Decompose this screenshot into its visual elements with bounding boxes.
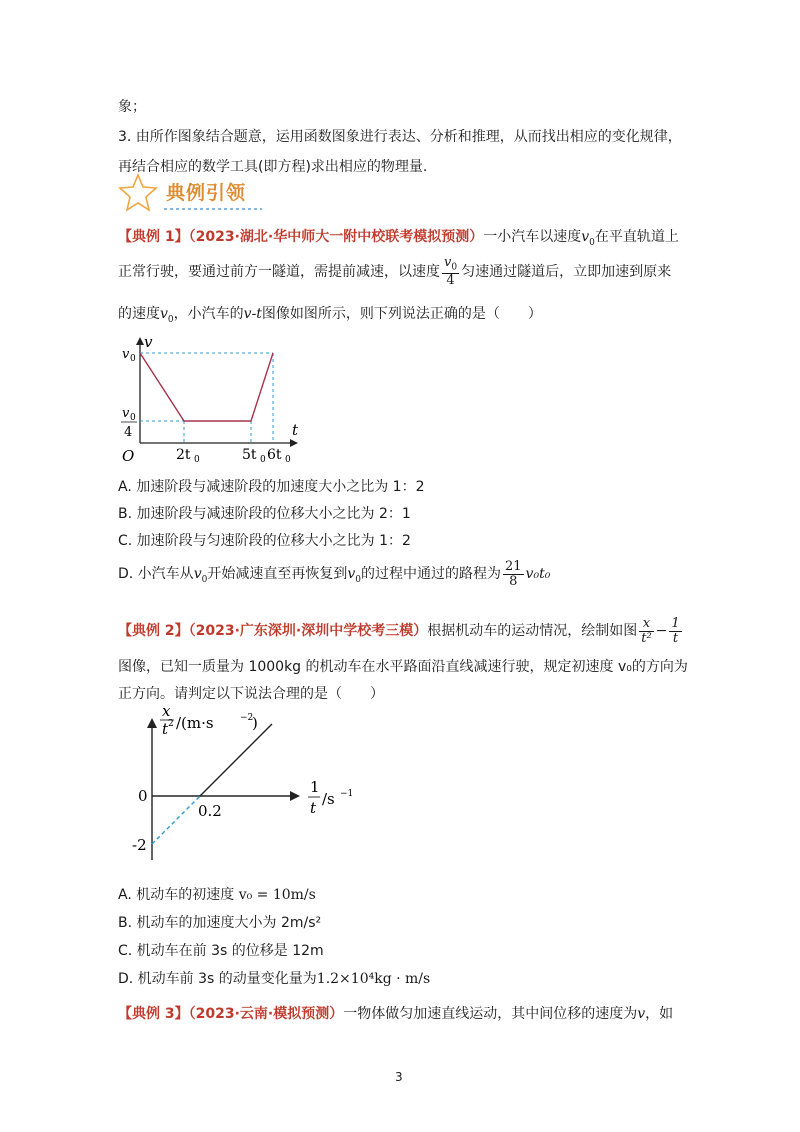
example-1-line3-c: 图像如图所示，则下列说法正确的是（ ） [261,306,542,322]
option-d-a: D. 小汽车从 [118,566,194,583]
y-top-sub: 0 [130,354,136,364]
x-label-6t0: 6t [267,447,282,463]
example-1-option-d [118,560,550,588]
example-1-source: （2023·湖北·华中师大一附中校联考模拟预测） [188,229,484,245]
y-unit: /(m·s [176,714,214,732]
example-1-line-2 [118,256,671,288]
section-banner [116,172,276,214]
t-axis-arrow [290,439,298,447]
example-3-tail: ，如 [645,1006,674,1022]
example-2-option-b: B. 机动车的加速度大小为 2m/s² [118,915,322,931]
v0-symbol: v [581,229,590,245]
option-d-c: 的过程中通过的路程为 [361,566,501,583]
example-1-line3-b: ，小汽车的 [173,306,244,322]
star-outline-icon [116,172,160,212]
zero-label: 0 [138,787,148,805]
example-2-tag: 【典例 2】 [118,623,189,640]
21-over-8-fraction [503,560,524,588]
option-a-text: A. 机动车的初速度 [118,887,239,903]
x-t2-graph [128,700,358,870]
banner-title: 典例引领 [166,182,247,204]
x-label-6t0-sub: 0 [285,455,291,463]
x-label-5t0-sub: 0 [260,455,266,463]
x-label-2t0: 2t [176,447,191,463]
y-label-den: t [162,720,169,738]
intro-line-1: 象； [118,99,146,115]
y-label-den-sup: 2 [168,719,174,729]
velocity-line [140,353,273,421]
v0-symbol: v [160,306,168,322]
vt-graph [118,333,308,463]
x-over-t2-fraction [639,617,653,645]
y-unit-close: ) [252,714,258,732]
example-1-tag: 【典例 1】 [118,229,189,245]
example-3-line-1 [118,1003,673,1023]
x-label-5t0: 5t [242,447,257,463]
frac-21: 21 [505,559,522,574]
f2-den: t [672,630,679,646]
example-1-option-a: A. 加速阶段与减速阶段的加速度大小之比为 1：2 [118,479,425,495]
1-over-t-fraction [669,617,681,645]
example-3-tag: 【典例 3】 [118,1006,189,1022]
option-d-b: 开始减速直至再恢复到 [207,566,348,583]
data-line-dashed [152,796,200,844]
dash: − [655,623,668,640]
v0t0: v₀t₀ [525,566,551,583]
x-label-num: 1 [310,778,320,796]
example-1-option-c: C. 加速阶段与匀速阶段的位移大小之比为 1：2 [118,533,411,549]
v0-symbol: v [193,566,202,583]
example-2-option-d [118,968,430,988]
y-label-num: x [162,702,171,720]
option-a-eq: v₀ = 10m/s [238,887,316,903]
intro-line-3: 再结合相应的数学工具(即方程)求出相应的物理量. [118,159,428,175]
option-d-text: D. 机动车前 3s 的动量变化量为 [118,971,317,987]
f1-num: x [639,617,653,632]
example-2-option-c: C. 机动车在前 3s 的位移是 12m [118,943,324,959]
frac-den: 4 [446,273,455,289]
vt-label: v-t [243,306,262,322]
frac-8: 8 [509,573,518,589]
v-symbol: v [637,1006,646,1022]
v-axis-label: v [144,333,153,351]
example-1-line3-a: 的速度 [118,306,160,322]
x-axis-arrow [290,791,300,801]
x-label-2t0-sub: 0 [194,455,200,463]
example-3-text: 一物体做匀加速直线运动，其中间位移的速度为 [343,1006,638,1022]
data-line-solid [200,724,272,796]
example-1-option-b: B. 加速阶段与减速阶段的位移大小之比为 2：1 [118,506,411,522]
x-intercept-label: 0.2 [198,802,222,820]
v-axis-arrow [136,337,144,345]
v0-over-4-fraction [442,256,459,288]
x-label-den: t [310,799,317,817]
v0-sub: 0 [589,237,595,248]
origin-label: O [122,447,135,463]
example-1-line2-b: 匀速通过隧道后，立即加速到原来 [461,263,672,280]
frac-num-sub: 0 [451,262,458,273]
x-unit-sup: −1 [340,789,354,799]
example-1-line2-a: 正常行驶，要通过前方一隧道，需提前减速，以速度 [118,263,440,280]
page-number: 3 [395,1070,403,1084]
banner-underline [164,206,264,212]
option-d-eq: 1.2×10⁴kg · m/s [316,971,431,987]
example-1-line-1 [118,226,679,248]
example-2-text: 根据机动车的运动情况，绘制如图 [427,623,638,640]
v0-sub: 0 [355,574,361,585]
y-top-label: v [122,347,130,362]
y-intercept-label: -2 [132,836,147,854]
example-2-option-a [118,884,316,904]
frac-num: v [444,255,452,270]
f1-den: t² [641,630,652,646]
example-2-line-3: 正方向。请判定以下说法合理的是（ ） [118,686,384,702]
example-1-line-3 [118,303,542,325]
intro-line-2: 3. 由所作图象结合题意，运用函数图象进行表达、分析和推理，从而找出相应的变化规律， [118,129,682,145]
y-mid-sub: 0 [130,413,136,423]
y-axis-arrow [147,718,157,728]
v0-symbol: v [347,566,356,583]
f2-num: 1 [671,616,680,631]
y-mid-num: v [122,406,130,421]
x-unit: /s [322,790,335,808]
y-unit-sup: −2 [240,713,254,723]
example-2-source: （2023·广东深圳·深圳中学校考三模） [188,623,428,640]
v0-sub: 0 [201,574,208,585]
example-3-source: （2023·云南·模拟预测） [188,1006,344,1022]
y-mid-den: 4 [124,425,133,440]
example-2-line-1 [118,617,684,645]
example-2-line-2: 图像，已知一质量为 1000kg 的机动车在水平路面沿直线减速行驶，规定初速度 v₀的方向为 [118,659,688,675]
t-axis-label: t [292,421,299,439]
example-1-text: 一小汽车以速度 [483,229,582,245]
v0-sub: 0 [167,314,174,325]
example-1-text-tail: 在平直轨道上 [594,229,679,245]
